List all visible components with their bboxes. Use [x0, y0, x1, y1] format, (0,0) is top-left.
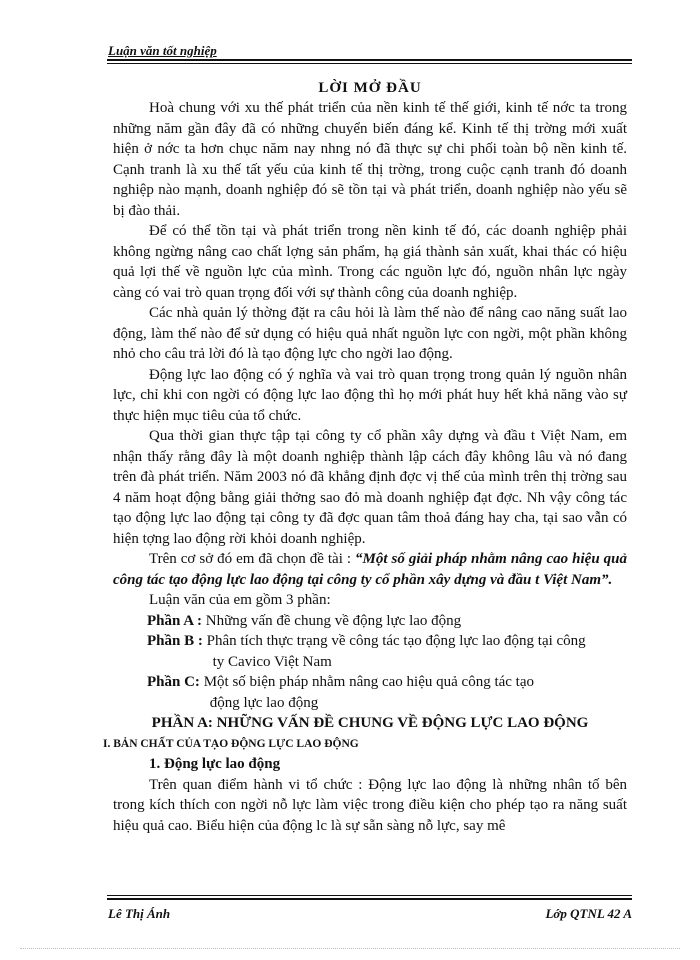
part-c [147, 672, 627, 713]
page-body [103, 79, 627, 836]
part-a-label: Phần A : [147, 612, 206, 629]
paragraph-3: Các nhà quản lý thờng đặt ra câu hỏi là làm thế nào để nâng cao năng suất lao động, làm thế nào để sử dụng có hiệu quả nhất nguồn lực con ngời, một phần không nhỏ cho câu trả lời đó là tạo động lực cho ngời lao động. [113, 305, 627, 362]
topic-intro: Trên cơ sở đó em đã chọn đề tài : [149, 551, 356, 567]
sub-heading: I. BẢN CHẤT CỦA TẠO ĐỘNG LỰC LAO ĐỘNG [103, 737, 359, 750]
paragraph-2: Để có thể tồn tại và phát triển trong nền kinh tế đó, các doanh nghiệp phải không ngừng nâng cao chất lợng sản phẩm, hạ giá thành sản xuất, khai thác có hiệu quả lợi thế về nguồn lực của mình. Trong các nguồn lực đó, nguồn nhân lực ngày càng có vai trò quan trọng đối với sự thành công của doanh nghiệp. [113, 223, 627, 301]
part-c-line-2: động lực lao động [209, 694, 319, 711]
sub-sub-heading: 1. Động lực lao động [149, 756, 281, 772]
part-b [147, 631, 627, 672]
paragraph-1: Hoà chung với xu thế phát triển của nền kinh tế thế giới, kinh tế nớc ta trong những năm gần đây đã có những chuyển biến đáng kể. Kinh tế thị trờng mới xuất hiện ở nớc ta hơn chục năm nay nhng nó đã thực sự chi phối toàn bộ nền kinh tế. Cạnh tranh là xu thế tất yếu của kinh tế thị trờng, trong cuộc cạnh tranh đó doanh nghiệp nào mạnh, doanh nghiệp đó sẽ tồn tại và phát triển, doanh nghiệp nào yếu sẽ bị đào thải. [113, 100, 627, 219]
part-b-line-2: ty Cavico Việt Nam [212, 653, 332, 670]
parts-intro: Luận văn của em gồm 3 phần: [149, 592, 331, 608]
footer-rule [107, 898, 632, 900]
part-b-line-1: Phân tích thực trạng về công tác tạo động lực lao động tại công [206, 633, 586, 649]
part-a [147, 611, 627, 632]
part-c-line-1: Một số biện pháp nhằm nâng cao hiệu quả công tác tạo [203, 674, 535, 690]
section-heading: PHẦN A: NHỮNG VẤN ĐỀ CHUNG VỀ ĐỘNG LỰC LAO ĐỘNG [151, 715, 589, 731]
part-c-text [204, 672, 627, 713]
part-c-label: Phần C: [147, 674, 204, 690]
footer-author: Lê Thị Ánh [108, 906, 171, 921]
paragraph-last: Trên quan điểm hành vi tổ chức : Động lực lao động là những nhân tố bên trong kích thích con ngời nỗ lực làm việc trong điều kiện cho phép tạo ra năng suất hiệu quả cao. Biểu hiện của động lc là sự sẵn sàng nỗ lực, say mê [113, 776, 627, 834]
header-rule [107, 59, 632, 61]
thesis-topic: “Một số giải pháp nhằm nâng cao hiệu quả công tác tạo động lực lao động tại công ty cổ phần xây dựng và đầu t Việt Nam”. [113, 551, 627, 588]
part-b-text [207, 631, 627, 672]
paragraph-4: Động lực lao động có ý nghĩa và vai trò quan trọng trong quản lý nguồn nhân lực, chỉ khi con ngời có động lực lao động thì họ mới phát huy hết khả năng vào sự thực hiện mục tiêu của tổ chức. [113, 366, 627, 424]
topic-paragraph [113, 549, 627, 590]
page-edge [20, 948, 680, 949]
footer-rule-thin [107, 895, 632, 896]
footer-class: Lớp QTNL 42 A [545, 906, 632, 921]
header-rule-thin [107, 63, 632, 64]
running-header-title: Luận văn tốt nghiệp [108, 43, 217, 58]
paragraph-5: Qua thời gian thực tập tại công ty cổ phần xây dựng và đầu t Việt Nam, em nhận thấy rằng đây là một doanh nghiệp thành lập cách đây không lâu và nó đang trên đà phát triển. Năm 2003 nó đã khẳng định đợc vị thế của mình trên thị trờng sau 4 năm hoạt động bằng giải thởng sao đỏ mà doanh nghiệp đạt đợc. Nh vậy công tác tạo động lực lao động tại công ty đã đợc quan tâm thoả đáng hay cha, tại sao vẫn có hiện tợng lao động rời khỏi doanh nghiệp. [113, 428, 627, 547]
part-b-label: Phần B : [147, 633, 207, 649]
part-a-text: Những vấn đề chung về động lực lao động [205, 612, 462, 629]
document-title: LỜI MỞ ĐẦU [318, 80, 422, 96]
